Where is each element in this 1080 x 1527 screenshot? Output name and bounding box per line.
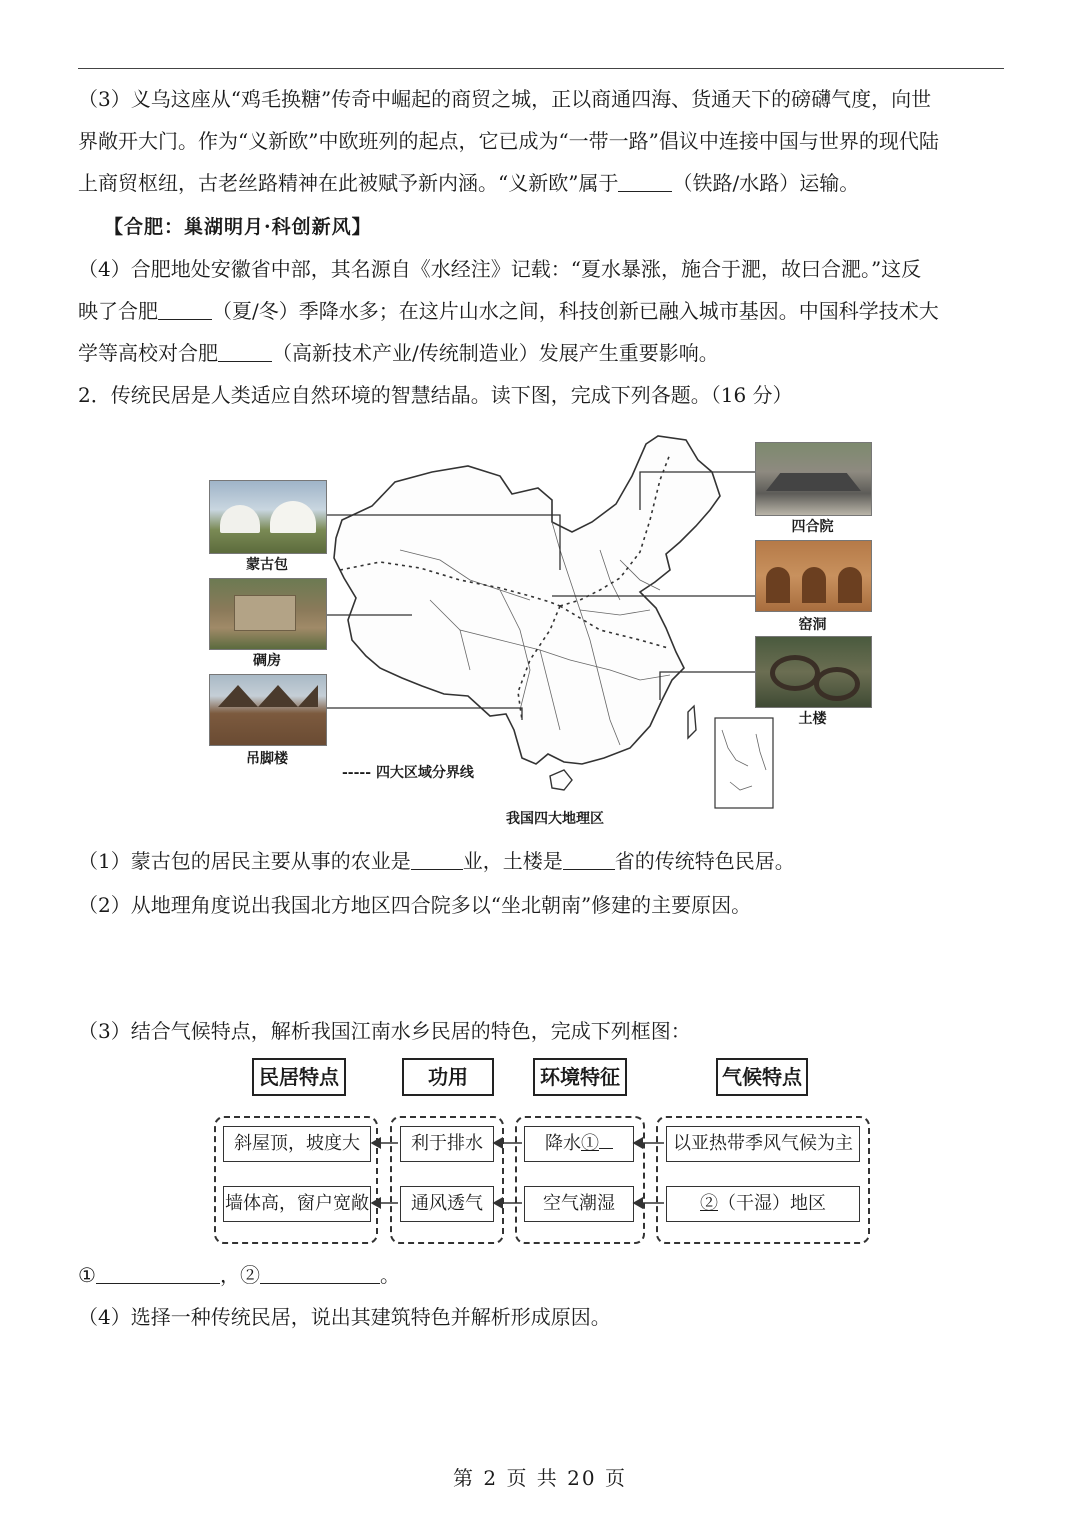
q4-line-3-tail: （高新技术产业/传统制造业）发展产生重要影响。: [272, 341, 719, 365]
header-dwelling-features: 民居特点: [252, 1058, 346, 1096]
answer-marker-2: ②: [239, 1263, 260, 1287]
answer-marker-1: ①: [78, 1263, 96, 1287]
answer-separator: ，: [219, 1263, 240, 1287]
answer-line: [78, 1262, 400, 1288]
blank-marker-1: ①: [581, 1133, 599, 1154]
cell-sloped-roof: 斜屋顶，坡度大: [223, 1126, 371, 1162]
q3-line-3-text: 上商贸枢纽，古老丝路精神在此被赋予新内涵。“义新欧”属于: [78, 171, 619, 195]
label-stone-house: 碉房: [253, 653, 281, 669]
cell-drainage: 利于排水: [400, 1126, 494, 1162]
answer-end: 。: [379, 1263, 400, 1287]
dry-wet-label: （干湿）地区: [718, 1193, 826, 1214]
q3-line-3-tail: （铁路/水路）运输。: [672, 171, 860, 195]
q3-line-1: （3）义乌这座从“鸡毛换糖”传奇中崛起的商贸之城，正以商通四海、货通天下的磅礴气度，向世: [78, 87, 932, 111]
cell-monsoon-climate: 以亚热带季风气候为主: [666, 1126, 860, 1162]
q4-line-1: （4）合肥地处安徽省中部，其名源自《水经注》记载：“夏水暴涨，施合于淝，故曰合淝。”这反: [78, 257, 922, 281]
label-cave-dwelling: 窑洞: [798, 617, 827, 633]
cell-high-walls: 墙体高，窗户宽敞: [223, 1186, 371, 1222]
legend-text: 四大区域分界线: [375, 765, 474, 781]
sub1-tail: 省的传统特色民居。: [614, 849, 795, 873]
answer-blank-1[interactable]: [96, 1263, 220, 1284]
precipitation-label: 降水: [545, 1133, 581, 1154]
arrow-group: [372, 1143, 664, 1203]
sub-question-4: （4）选择一种传统民居，说出其建筑特色并解析形成原因。: [78, 1305, 611, 1329]
q4-line-2-text: 映了合肥: [78, 299, 158, 323]
hefei-heading: 【合肥：巢湖明月·科创新风】: [104, 216, 372, 238]
q4-line-3-text: 学等高校对合肥: [78, 341, 218, 365]
label-mongolian-yurt: 蒙古包: [246, 557, 288, 573]
sub1-text: （1）蒙古包的居民主要从事的农业是: [78, 849, 411, 873]
sub1-mid: 业，土楼是: [462, 849, 563, 873]
blank-marker-2: ②: [700, 1193, 718, 1214]
q3-line-2: 界敞开大门。作为“义新欧”中欧班列的起点，它已成为“一带一路”倡议中连接中国与世界的现代陆: [78, 129, 939, 153]
question-2-title: 2．传统民居是人类适应自然环境的智慧结晶。读下图，完成下列各题。（16 分）: [78, 383, 793, 407]
sub-question-2: （2）从地理角度说出我国北方地区四合院多以“坐北朝南”修建的主要原因。: [78, 893, 752, 917]
header-environment: 环境特征: [533, 1058, 627, 1096]
legend-dash-symbol: -----: [342, 765, 372, 781]
q4-line-2-tail: （夏/冬）季降水多；在这片山水之间，科技创新已融入城市基因。中国科学技术大: [212, 299, 939, 323]
cell-ventilation: 通风透气: [400, 1186, 494, 1222]
sub-question-3: （3）结合气候特点，解析我国江南水乡民居的特色，完成下列框图：: [78, 1019, 691, 1043]
header-function: 功用: [402, 1058, 494, 1096]
label-stilt-house: 吊脚楼: [246, 751, 288, 767]
cell-humid-air: 空气潮湿: [524, 1186, 634, 1222]
header-climate: 气候特点: [716, 1058, 808, 1096]
map-caption: 我国四大地理区: [506, 811, 604, 827]
label-courtyard: 四合院: [791, 519, 834, 535]
label-tulou: 土楼: [798, 711, 827, 727]
page-footer: 第 2 页 共 20 页: [453, 1466, 627, 1490]
answer-blank-2[interactable]: [260, 1263, 380, 1284]
